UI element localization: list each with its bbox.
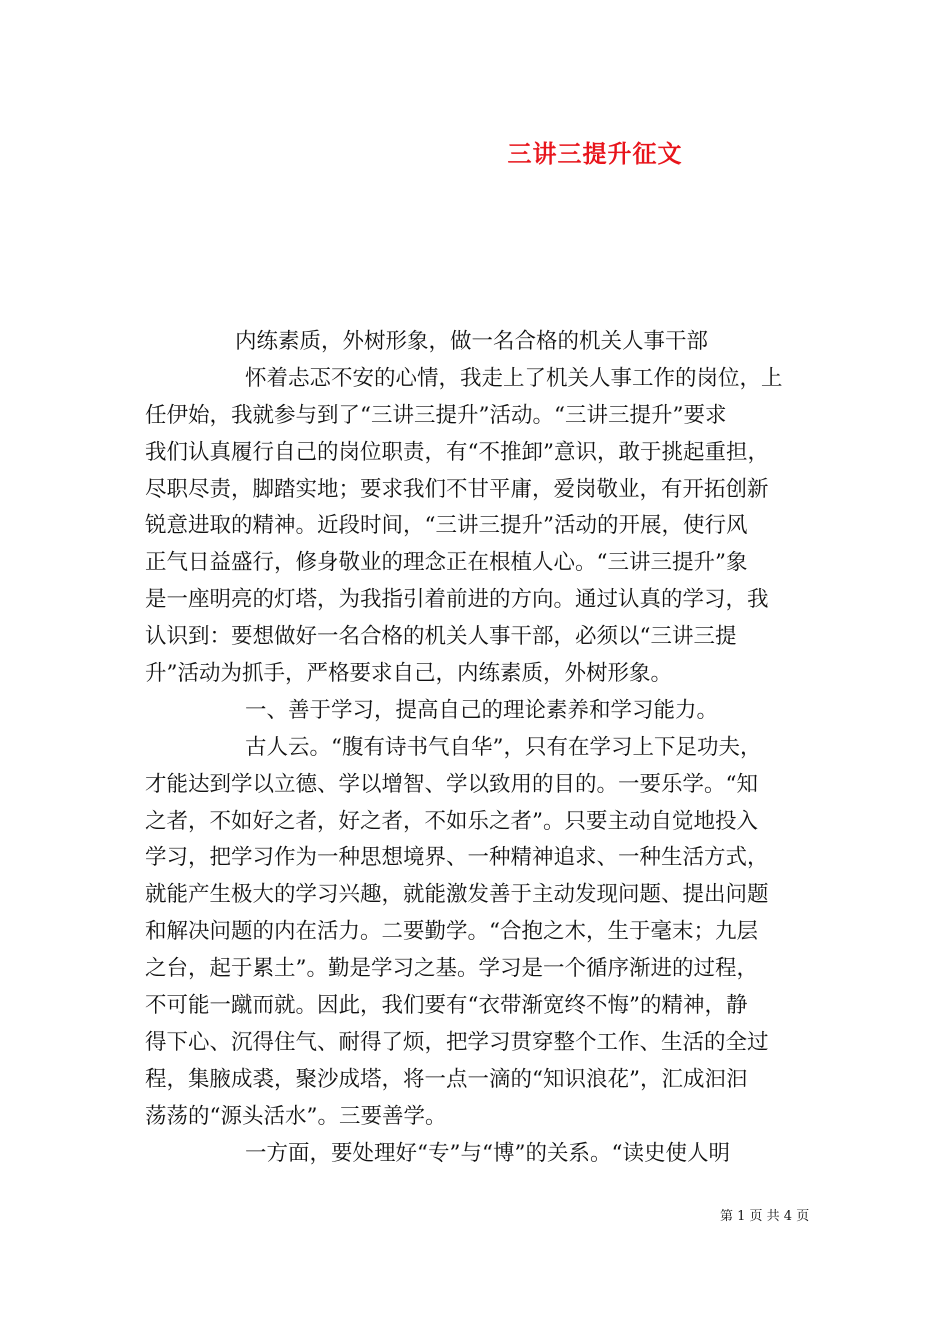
- paragraph-line: 升”活动为抓手，严格要求自己，内练素质，外树形象。: [145, 661, 672, 687]
- paragraph-line: 之台，起于累土”。勤是学习之基。学习是一个循序渐进的过程，: [145, 956, 758, 982]
- paragraph-line: 任伊始，我就参与到了“三讲三提升”活动。“三讲三提升”要求: [145, 402, 727, 428]
- paragraph-line: 才能达到学以立德、学以增智、学以致用的目的。一要乐学。“知: [145, 771, 758, 797]
- document-title: 三讲三提升征文: [507, 139, 683, 168]
- paragraph-line: 之者，不如好之者，好之者，不如乐之者”。只要主动自觉地投入: [145, 808, 758, 834]
- paragraph-line: 荡荡的“源头活水”。三要善学。: [145, 1103, 447, 1129]
- paragraph-line: 是一座明亮的灯塔，为我指引着前进的方向。通过认真的学习，我: [145, 587, 769, 613]
- paragraph-line: 锐意进取的精神。近段时间，“三讲三提升”活动的开展，使行风: [145, 513, 748, 539]
- paragraph-line: 正气日益盛行，修身敬业的理念正在根植人心。“三讲三提升”象: [145, 550, 748, 576]
- document-body: [145, 324, 825, 1172]
- paragraph-line: 就能产生极大的学习兴趣，就能激发善于主动发现问题、提出问题: [145, 882, 769, 908]
- page-number: 第 1 页 共 4 页: [720, 1209, 810, 1224]
- section-heading: 一、善于学习，提高自己的理论素养和学习能力。: [245, 697, 719, 723]
- paragraph-line: 不可能一蹴而就。因此，我们要有“衣带渐宽终不悔”的精神，静: [145, 993, 748, 1019]
- paragraph-line: 一方面，要处理好“专”与“博”的关系。“读史使人明: [245, 1140, 730, 1166]
- paragraph-line: 得下心、沉得住气、耐得了烦，把学习贯穿整个工作、生活的全过: [145, 1029, 769, 1055]
- paragraph-line: 和解决问题的内在活力。二要勤学。“合抱之木，生于毫末；九层: [145, 919, 758, 945]
- paragraph-line: 尽职尽责，脚踏实地；要求我们不甘平庸，爱岗敬业，有开拓创新: [145, 476, 769, 502]
- paragraph-line: 程，集腋成裘，聚沙成塔，将一点一滴的“知识浪花”，汇成汩汩: [145, 1066, 748, 1092]
- paragraph-line: 古人云。“腹有诗书气自华”，只有在学习上下足功夫，: [245, 734, 762, 760]
- paragraph-line: 认识到：要想做好一名合格的机关人事干部，必须以“三讲三提: [145, 624, 737, 650]
- subtitle-line: 内练素质，外树形象，做一名合格的机关人事干部: [235, 329, 709, 354]
- paragraph-line: 我们认真履行自己的岗位职责，有“不推卸”意识，敢于挑起重担，: [145, 439, 769, 465]
- paragraph-line: 怀着忐忑不安的心情，我走上了机关人事工作的岗位，上: [245, 365, 783, 391]
- paragraph-line: 学习，把学习作为一种思想境界、一种精神追求、一种生活方式，: [145, 845, 769, 871]
